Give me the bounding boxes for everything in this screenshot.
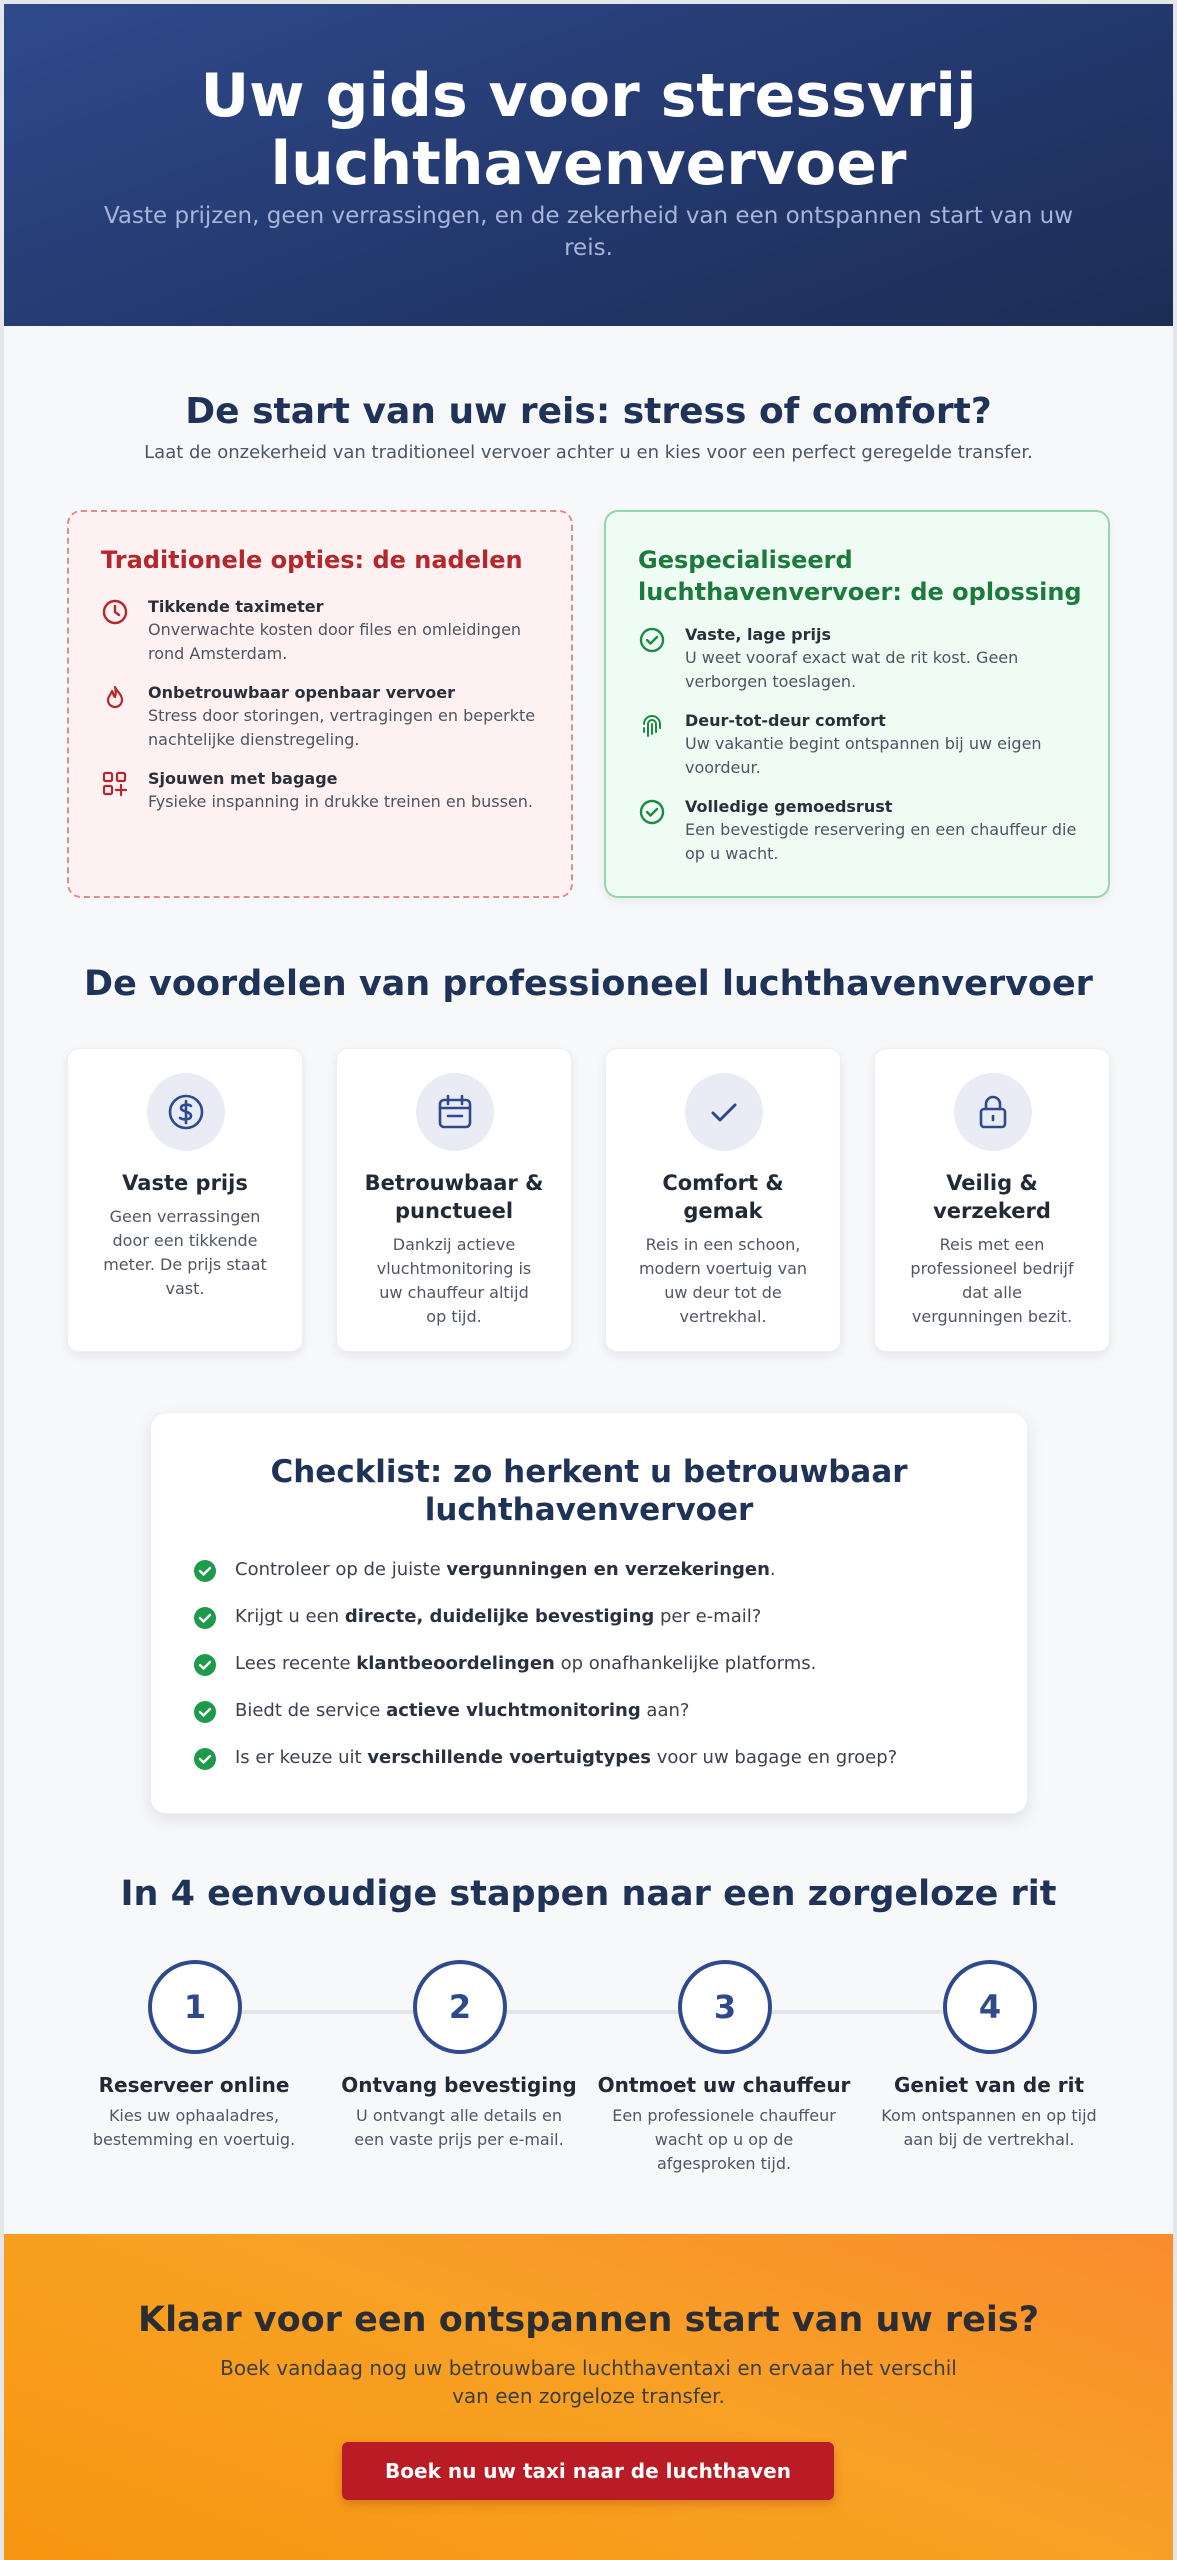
step-number: 1 — [148, 1960, 242, 2054]
check-badge-icon — [193, 1653, 217, 1677]
checklist-text: Biedt de service actieve vluchtmonitoring aan? — [235, 1700, 690, 1721]
disadvantage-desc: Onverwachte kosten door files en omleidingen rond Amsterdam. — [148, 620, 522, 663]
step-title: Ontmoet uw chauffeur — [597, 2073, 851, 2097]
checklist-text: Krijgt u een directe, duidelijke bevestiging per e-mail? — [235, 1606, 762, 1627]
checklist-item — [193, 1556, 997, 1586]
step-desc: Een professionele chauffeur wacht op u op de afgesproken tijd. — [612, 2106, 836, 2173]
checklist-item — [193, 1697, 997, 1727]
cta-title: Klaar voor een ontspannen start van uw reis? — [137, 2300, 1040, 2340]
benefit-card-comfort — [605, 1048, 841, 1352]
disadvantages-card — [67, 510, 573, 898]
step-desc: U ontvangt alle details en een vaste prijs per e-mail. — [354, 2106, 564, 2149]
benefit-card-safe — [874, 1048, 1110, 1352]
checklist-text: Is er keuze uit verschillende voertuigtypes voor uw bagage en groep? — [235, 1747, 898, 1768]
step-desc: Kom ontspannen en op tijd aan bij de vertrekhal. — [881, 2106, 1097, 2149]
disadvantage-title: Sjouwen met bagage — [148, 769, 338, 788]
benefit-desc: Dankzij actieve vluchtmonitoring is uw chauffeur altijd op tijd. — [376, 1235, 532, 1326]
benefit-title: Comfort & gemak — [662, 1171, 784, 1223]
hero-banner — [4, 4, 1173, 326]
disadvantages-title: Traditionele opties: de nadelen — [101, 546, 523, 574]
benefit-title: Vaste prijs — [122, 1171, 248, 1195]
solution-item-desc: Uw vakantie begint ontspannen bij uw eigen voordeur. — [685, 734, 1042, 777]
solution-title: Gespecialiseerd luchthavenvervoer: de oplossing — [638, 546, 1082, 606]
fingerprint-icon — [638, 712, 666, 740]
checklist-text: Controleer op de juiste vergunningen en verzekeringen. — [235, 1559, 776, 1580]
benefit-title: Betrouwbaar & punctueel — [364, 1171, 544, 1223]
check-circle-icon — [638, 798, 666, 826]
solution-item-desc: Een bevestigde reservering en een chauffeur die op u wacht. — [685, 820, 1077, 863]
steps-connector — [194, 2010, 984, 2014]
benefit-icon-circle — [954, 1073, 1032, 1151]
hero-title: Uw gids voor stressvrij luchthavenvervoer — [200, 61, 977, 199]
solution-item-desc: U weet vooraf exact wat de rit kost. Geen verborgen toeslagen. — [685, 648, 1019, 691]
step-number: 4 — [943, 1960, 1037, 2054]
check-badge-icon — [193, 1606, 217, 1630]
dollar-icon — [167, 1093, 205, 1131]
check-circle-icon — [638, 626, 666, 654]
checklist-text: Lees recente klantbeoordelingen op onafhankelijke platforms. — [235, 1653, 817, 1674]
cta-banner — [4, 2234, 1173, 2560]
steps-title: In 4 eenvoudige stappen naar een zorgeloze rit — [120, 1874, 1057, 1914]
benefit-desc: Reis in een schoon, modern voertuig van uw deur tot de vertrekhal. — [638, 1235, 808, 1326]
step-desc: Kies uw ophaaladres, bestemming en voertuig. — [92, 2106, 296, 2149]
hero-subtitle: Vaste prijzen, geen verrassingen, en de zekerheid van een ontspannen start van uw reis. — [103, 203, 1074, 261]
solution-card — [604, 510, 1110, 898]
disadvantage-title: Onbetrouwbaar openbaar vervoer — [148, 683, 456, 702]
checklist-card — [150, 1412, 1028, 1814]
checkmark-icon — [705, 1093, 743, 1131]
step-title: Geniet van de rit — [893, 2073, 1085, 2097]
step-title: Reserveer online — [98, 2073, 290, 2097]
comparison-title: De start van uw reis: stress of comfort? — [185, 391, 992, 432]
fire-icon — [101, 684, 129, 712]
benefit-card-fixed-price — [67, 1048, 303, 1352]
calendar-icon — [436, 1093, 474, 1131]
comparison-subtitle: Laat de onzekerheid van traditioneel vervoer achter u en kies voor een perfect geregelde transfer. — [144, 442, 1033, 463]
squares-plus-icon — [101, 770, 129, 798]
book-taxi-button[interactable]: Boek nu uw taxi naar de luchthaven — [342, 2442, 834, 2500]
checklist-item — [193, 1603, 997, 1633]
benefit-icon-circle — [147, 1073, 225, 1151]
benefit-icon-circle — [685, 1073, 763, 1151]
checklist-item — [193, 1650, 997, 1680]
solution-item-title: Deur-tot-deur comfort — [685, 711, 886, 730]
checklist-item — [193, 1744, 997, 1774]
checklist-title: Checklist: zo herkent u betrouwbaar luchthavenvervoer — [270, 1454, 908, 1528]
cta-text: Boek vandaag nog uw betrouwbare luchthaventaxi en ervaar het verschil van een zorgeloze transfer. — [220, 2356, 957, 2408]
check-badge-icon — [193, 1747, 217, 1771]
benefit-title: Veilig & verzekerd — [933, 1171, 1051, 1223]
lock-icon — [974, 1093, 1012, 1131]
check-badge-icon — [193, 1559, 217, 1583]
disadvantage-desc: Stress door storingen, vertragingen en beperkte nachtelijke dienstregeling. — [148, 706, 536, 749]
disadvantage-title: Tikkende taximeter — [148, 597, 324, 616]
step-number: 3 — [678, 1960, 772, 2054]
check-badge-icon — [193, 1700, 217, 1724]
benefit-icon-circle — [416, 1073, 494, 1151]
step-number: 2 — [413, 1960, 507, 2054]
page — [4, 4, 1173, 2560]
clock-icon — [101, 598, 129, 626]
solution-item-title: Volledige gemoedsrust — [685, 797, 893, 816]
benefits-title: De voordelen van professioneel luchthavenvervoer — [84, 964, 1093, 1004]
benefit-desc: Geen verrassingen door een tikkende meter. De prijs staat vast. — [103, 1207, 267, 1298]
benefit-card-reliable — [336, 1048, 572, 1352]
disadvantage-desc: Fysieke inspanning in drukke treinen en bussen. — [148, 792, 533, 811]
step-title: Ontvang bevestiging — [341, 2073, 577, 2097]
benefit-desc: Reis met een professioneel bedrijf dat alle vergunningen bezit. — [910, 1235, 1074, 1326]
solution-item-title: Vaste, lage prijs — [685, 625, 831, 644]
